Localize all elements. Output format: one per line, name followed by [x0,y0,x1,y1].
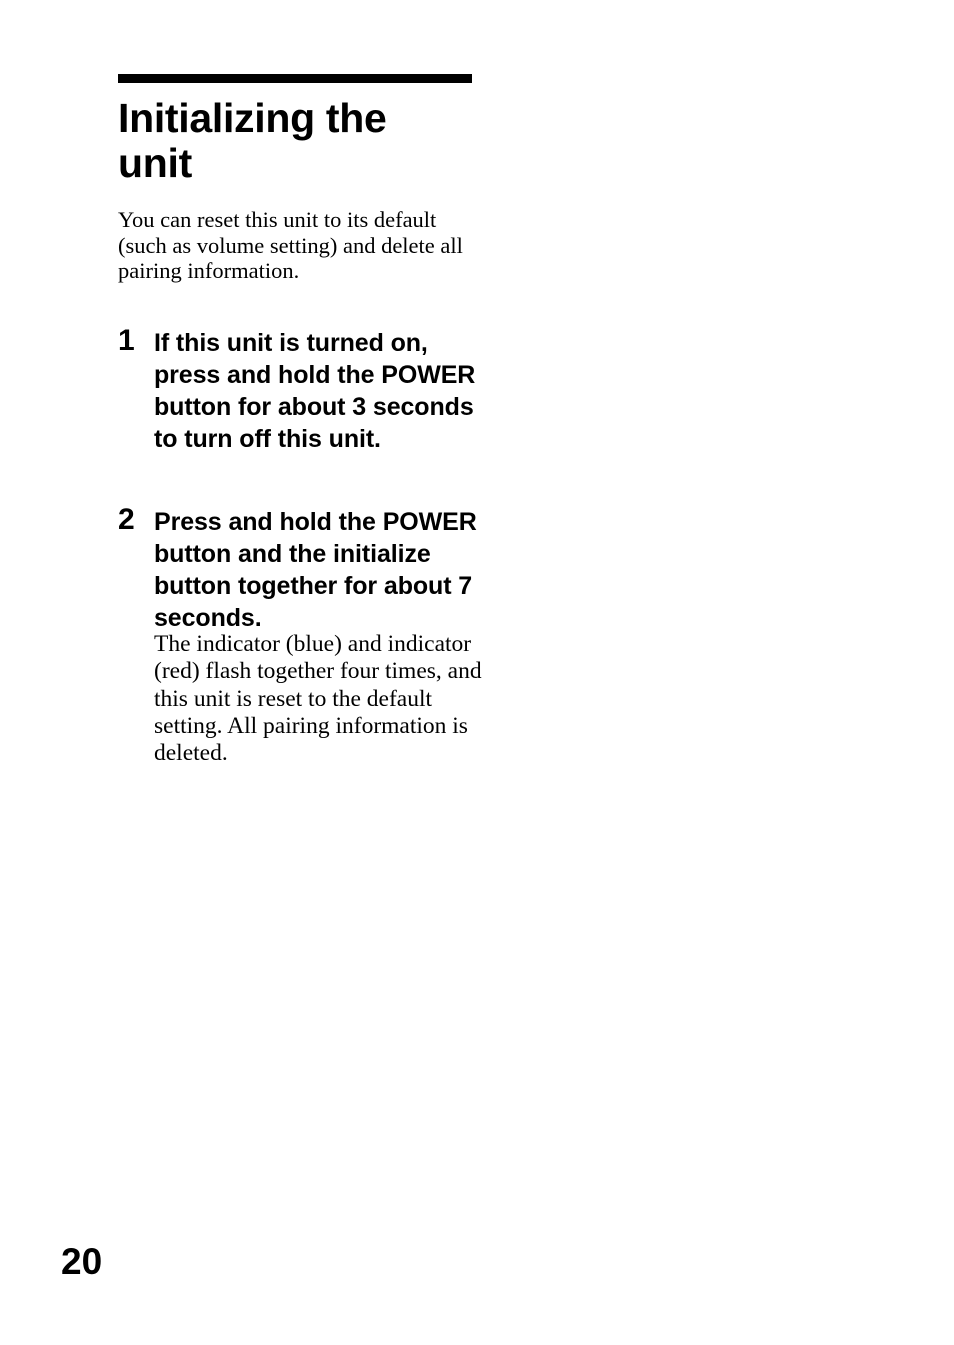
section-title-line-1: Initializing the [118,95,387,141]
section-title [118,96,498,186]
section-top-rule [118,74,472,83]
intro-paragraph: You can reset this unit to its default (such as volume setting) and delete all pairing information. [118,207,463,283]
step-2-detail: The indicator (blue) and indicator (red) flash together four times, and this unit is reset to the default setting. All pairing information is deleted. [154,631,482,767]
step-2-number: 2 [118,503,135,536]
step-2-body [154,506,488,767]
step-2-instruction: Press and hold the POWER button and the initialize button together for about 7 seconds. [154,508,477,632]
step-1-body [154,327,488,455]
section-title-line-2: unit [118,140,192,186]
page-number: 20 [61,1241,103,1282]
step-1-number: 1 [118,324,135,357]
step-1-instruction: If this unit is turned on, press and hold the POWER button for about 3 seconds to turn off this unit. [154,329,476,453]
